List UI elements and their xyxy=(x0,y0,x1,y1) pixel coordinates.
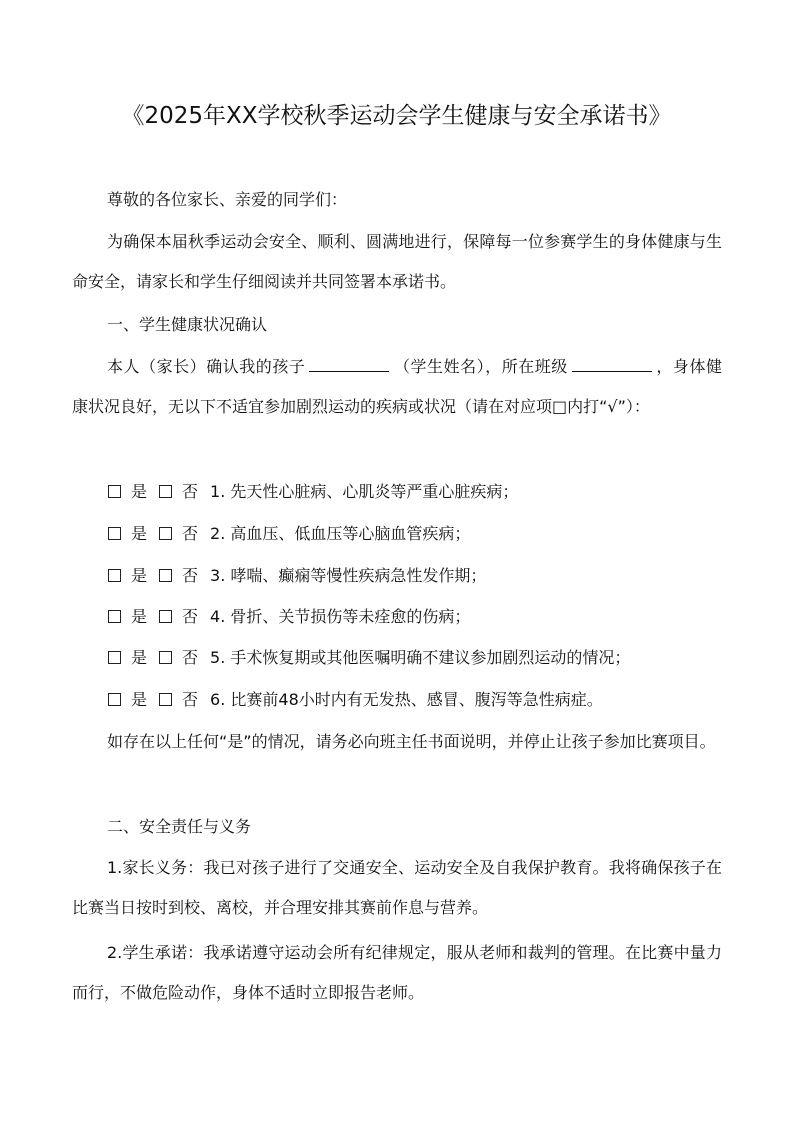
checklist-item xyxy=(108,643,728,673)
section1-heading: 一、学生健康状况确认 xyxy=(107,315,268,334)
no-label: 否 xyxy=(182,566,199,585)
yes-checkbox[interactable] xyxy=(108,569,121,582)
yes-label: 是 xyxy=(131,566,148,585)
yes-label: 是 xyxy=(131,482,148,501)
checklist-item xyxy=(108,602,728,632)
no-label: 否 xyxy=(182,607,199,626)
no-checkbox[interactable] xyxy=(159,485,172,498)
yes-checkbox[interactable] xyxy=(108,610,121,623)
no-label: 否 xyxy=(182,690,199,709)
no-checkbox[interactable] xyxy=(159,651,172,664)
yes-checkbox[interactable] xyxy=(108,485,121,498)
checklist-item-text: 2. 高血压、低血压等心脑血管疾病； xyxy=(210,524,471,543)
no-checkbox[interactable] xyxy=(159,527,172,540)
no-label: 否 xyxy=(182,524,199,543)
checklist-item-text: 5. 手术恢复期或其他医嘱明确不建议参加剧烈运动的情况； xyxy=(210,648,631,667)
yes-label: 是 xyxy=(131,607,148,626)
document-title: 《2025年XX学校秋季运动会学生健康与安全承诺书》 xyxy=(121,103,672,129)
yes-checkbox[interactable] xyxy=(108,527,121,540)
parent-duty-paragraph: 1.家长义务：我已对孩子进行了交通安全、运动安全及自我保护教育。我将确保孩子在比赛当日按时到校、离校，并合理安排其赛前作息与营养。 xyxy=(72,858,722,917)
checklist-item xyxy=(108,685,728,715)
student-name-blank[interactable] xyxy=(309,349,389,372)
checklist-item-text: 4. 骨折、关节损伤等未痊愈的伤病； xyxy=(210,607,471,626)
confirm-text-1: 本人（家长）确认我的孩子 xyxy=(107,357,306,376)
student-pledge-paragraph: 2.学生承诺：我承诺遵守运动会所有纪律规定，服从老师和裁判的管理。在比赛中量力而行，不做危险动作，身体不适时立即报告老师。 xyxy=(72,943,722,1002)
greeting: 尊敬的各位家长、亲爱的同学们： xyxy=(107,190,348,209)
checklist-item xyxy=(108,477,728,507)
no-checkbox[interactable] xyxy=(159,610,172,623)
checklist-item-text: 3. 哮喘、癫痫等慢性疾病急性发作期； xyxy=(210,566,487,585)
no-label: 否 xyxy=(182,648,199,667)
checklist-item xyxy=(108,561,728,591)
confirm-text-3: ，身体健康状况良好，无以下不适宜参加剧烈运动的疾病或状况（请在对应项□内打“√”）： xyxy=(72,357,722,416)
class-blank[interactable] xyxy=(572,349,652,372)
yes-label: 是 xyxy=(131,690,148,709)
yes-checkbox[interactable] xyxy=(108,693,121,706)
confirm-text-2: （学生姓名），所在班级 xyxy=(393,357,568,376)
intro-paragraph: 为确保本届秋季运动会安全、顺利、圆满地进行，保障每一位参赛学生的身体健康与生命安全，请家长和学生仔细阅读并共同签署本承诺书。 xyxy=(72,232,722,291)
no-label: 否 xyxy=(182,482,199,501)
yes-label: 是 xyxy=(131,524,148,543)
note-paragraph: 如存在以上任何“是”的情况，请务必向班主任书面说明，并停止让孩子参加比赛项目。 xyxy=(107,732,716,751)
checklist-item-text: 1. 先天性心脏病、心肌炎等严重心脏疾病； xyxy=(210,482,519,501)
checklist-item-text: 6. 比赛前48小时内有无发热、感冒、腹泻等急性病症。 xyxy=(210,690,603,709)
yes-checkbox[interactable] xyxy=(108,651,121,664)
no-checkbox[interactable] xyxy=(159,569,172,582)
no-checkbox[interactable] xyxy=(159,693,172,706)
confirm-paragraph xyxy=(72,347,722,427)
section2-heading: 二、安全责任与义务 xyxy=(107,817,252,836)
yes-label: 是 xyxy=(131,648,148,667)
checklist-item xyxy=(108,519,728,549)
